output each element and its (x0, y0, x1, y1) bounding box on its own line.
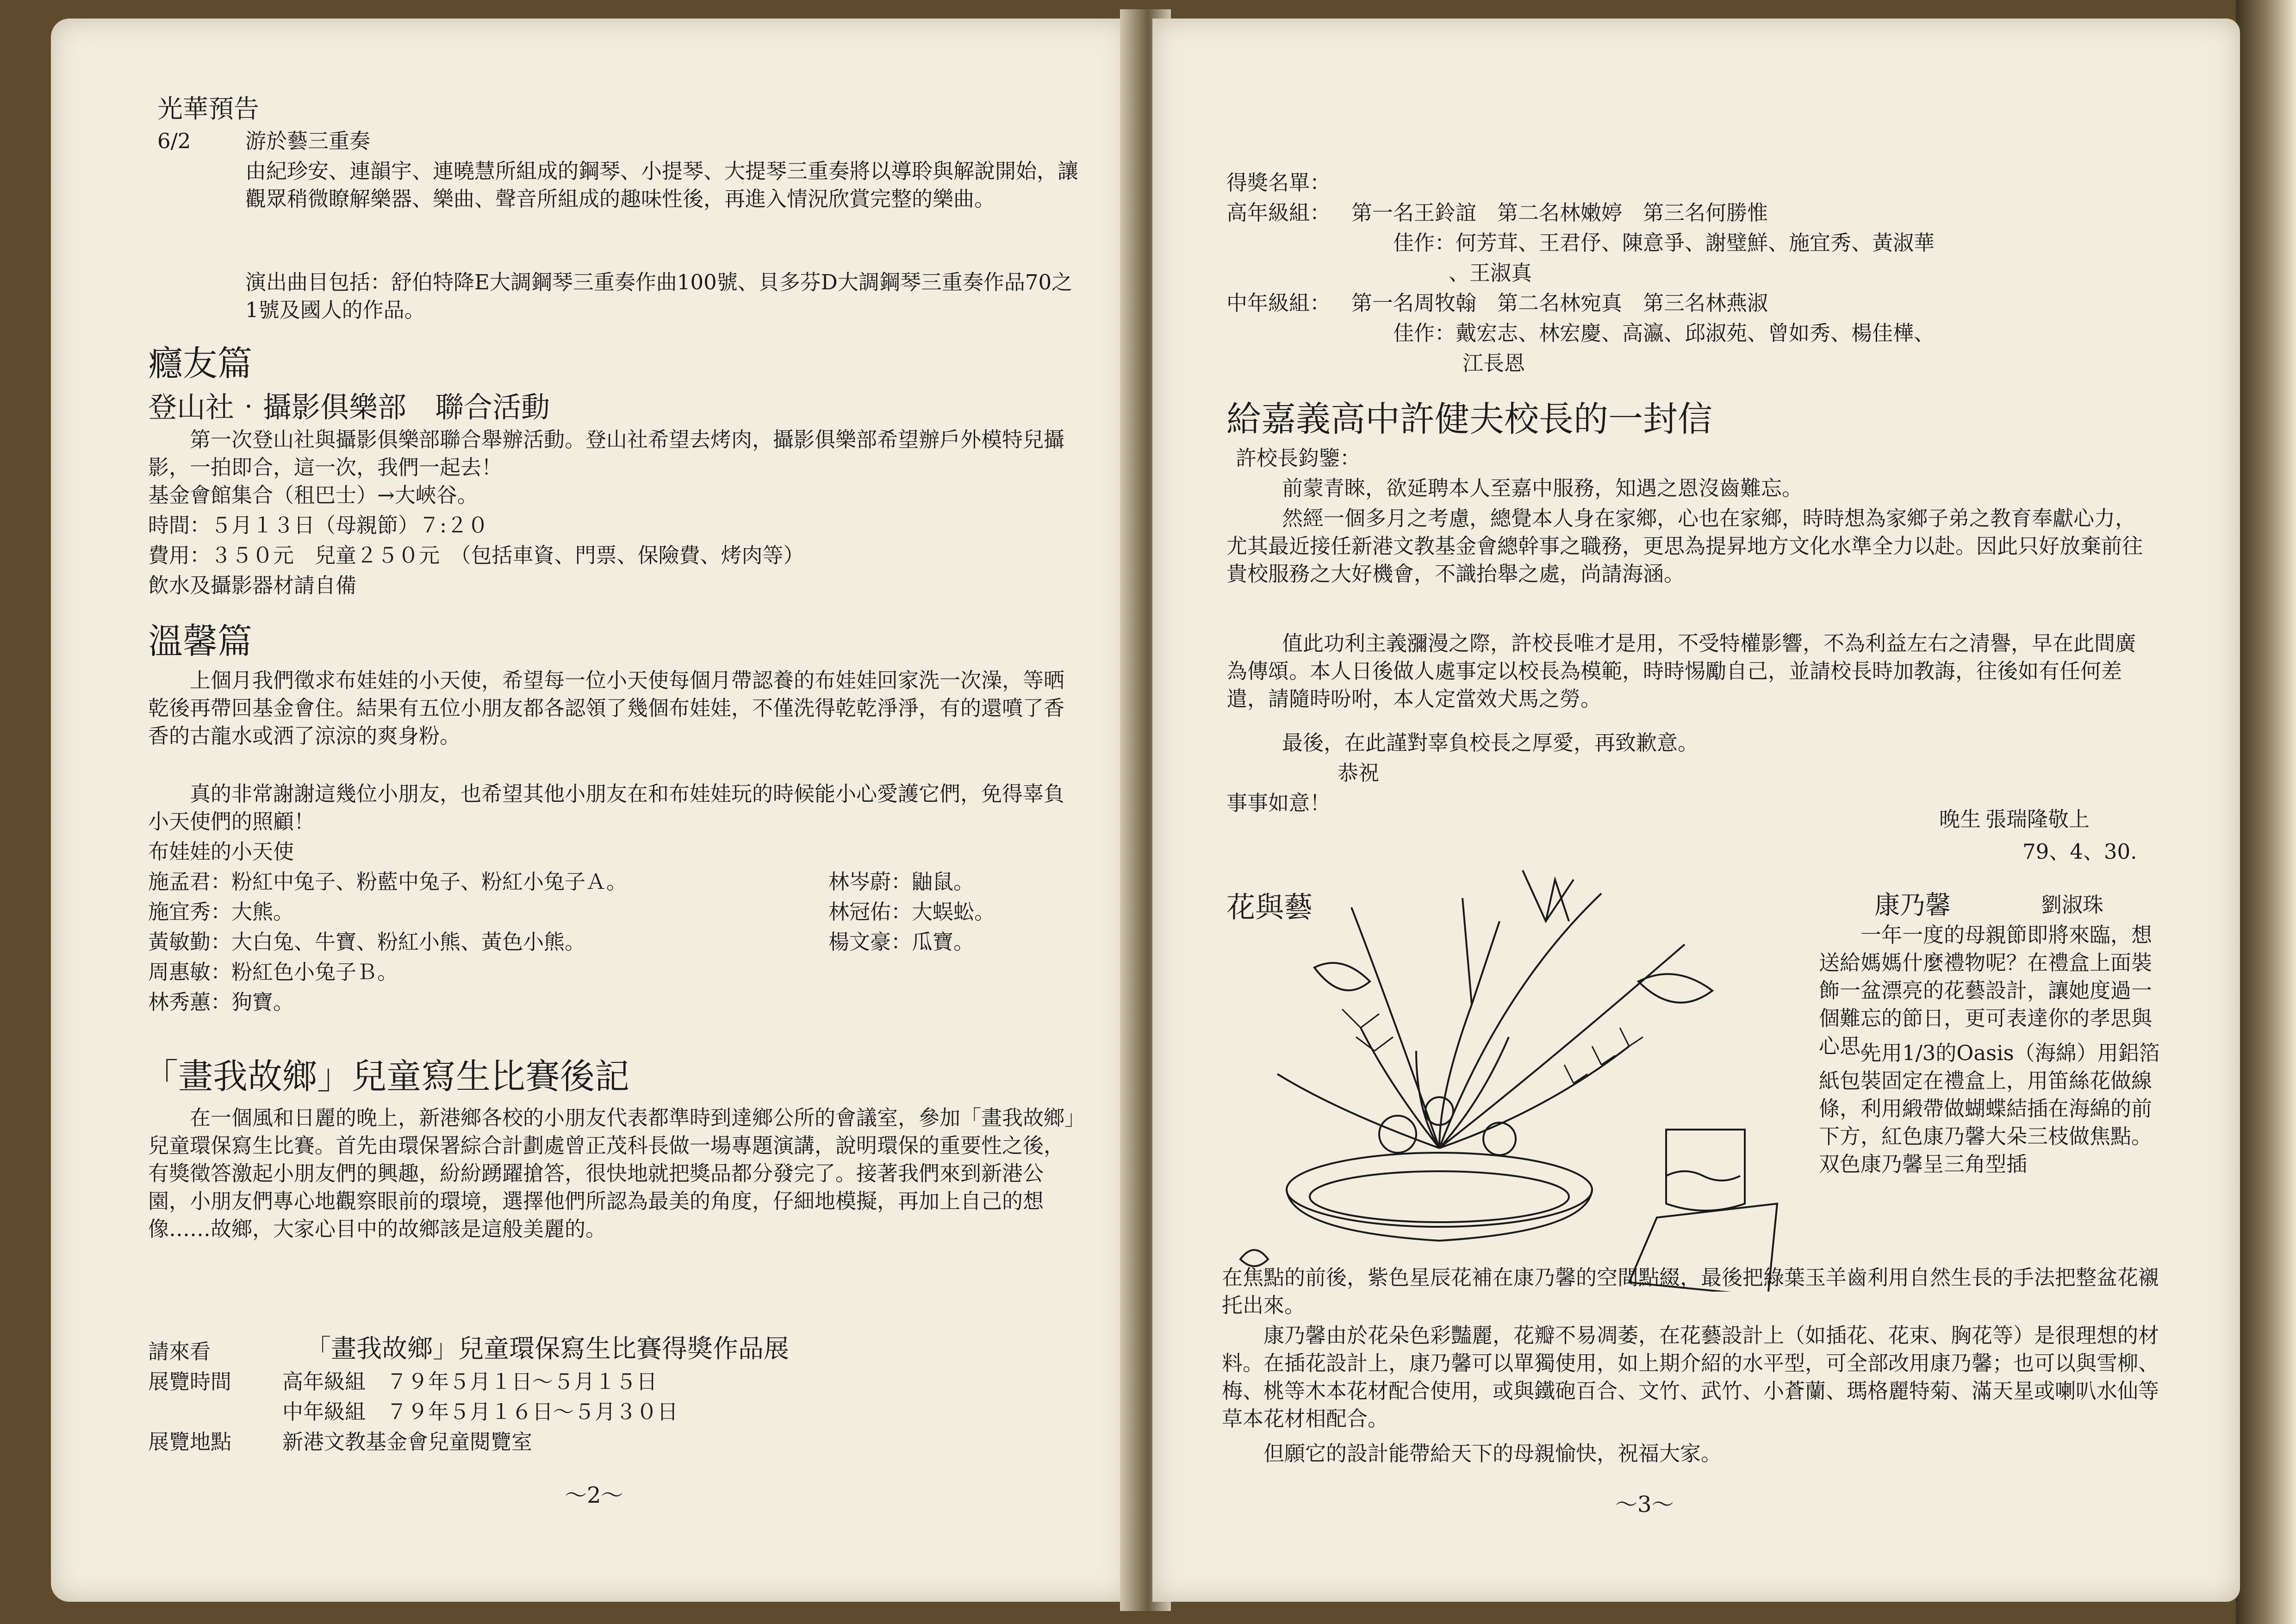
letter-salutation: 許校長鈞鑒： (1236, 446, 1361, 470)
flower-paragraph-3: 在焦點的前後，紫色星辰花補在康乃馨的空間點綴，最後把綠葉玉羊齒利用自然生長的手法把整盆花襯托出來。 (1222, 1265, 2159, 1318)
joint-event-title: 登山社‧攝影俱樂部 聯合活動 (148, 390, 550, 424)
friends-section-title: 癮友篇 (148, 343, 253, 384)
page-edge-stack (2236, 0, 2296, 1624)
flower-paragraph-5: 但願它的設計能帶給天下的母親愉快，祝福大家。 (1263, 1441, 1722, 1466)
exhibit-time-mid: 中年級組 ７９年５月１６日～５月３０日 (282, 1399, 678, 1424)
letter-paragraph-2: 然經一個多月之考慮，總覺本人身在家鄉，心也在家鄉，時時想為家鄉子弟之教育奉獻心力，尤其最近接任新港文教基金會總幹事之職務，更思為提昇地方文化水準全力以赴。因此只好放棄前往貴校服務之大好機會，不識抬舉之處，尚請海涵。 (1226, 506, 2143, 586)
letter-signature: 張瑞隆敬上 (1985, 807, 2090, 831)
letter-closing-1: 恭祝 (1338, 761, 1380, 785)
right-page (1152, 19, 2240, 1602)
letter-date: 79、4、30. (2022, 839, 2137, 864)
letter-title: 給嘉義高中許健夫校長的一封信 (1226, 399, 1713, 439)
left-page (51, 19, 1129, 1602)
concert-title: 游於藝三重奏 (245, 129, 371, 153)
angel-row: 黃敏勤：大白兔、牛寶、粉紅小熊、黃色小熊。 (148, 930, 586, 954)
concert-program: 演出曲目包括：舒伯特降E大調鋼琴三重奏作曲100號、貝多芬D大調鋼琴三重奏作品70之1號及國人的作品。 (245, 270, 1073, 322)
high-grade-merit: 佳作：何芳茸、王君伃、陳意爭、謝璧鮮、施宜秀、黃淑華 (1393, 231, 1935, 255)
letter-paragraph-3: 值此功利主義瀰漫之際，許校長唯才是用，不受特權影響，不為利益左右之清譽，早在此間廣為傳頌。本人日後做人處事定以校長為模範，時時惕勵自己，並請校長時加教誨，往後如有任何差遣，請隨時吩咐，本人定當效犬馬之勞。 (1226, 631, 2136, 711)
flower-paragraph-4: 康乃馨由於花朵色彩豔麗，花瓣不易凋萎，在花藝設計上（如插花、花束、胸花等）是很理想的材料。在插花設計上，康乃馨可以單獨使用，如上期介紹的水平型，可全部改用康乃馨；也可以與雪柳、梅、桃等木本花材配合使用，或與鐵砲百合、文竹、武竹、小蒼蘭、瑪格麗特菊、滿天星或喇叭水仙等草本花材相配合。 (1222, 1323, 2159, 1431)
flower-paragraph-1: 一年一度的母親節即將來臨，想送給媽媽什麼禮物呢？在禮盒上面裝飾一盆漂亮的花藝設計，讓她度過一個難忘的節日，更可表達你的孝思與心思。 (1819, 923, 2153, 1058)
contest-paragraph: 在一個風和日麗的晚上，新港鄉各校的小朋友代表都準時到達鄉公所的會議室，參加「畫我故鄉」兒童環保寫生比賽。首先由環保署綜合計劃處曾正茂科長做一場專題演講，說明環保的重要性之後，有獎徵答激起小朋友們的興趣，紛紛踴躍搶答，很快地就把獎品都分發完了。接著我們來到新港公園，小朋友們專心地觀察眼前的環境，選擇他們所認為最美的角度，仔細地模擬，再加上自己的想像……故鄉，大家心目中的故鄉該是這般美麗的。 (148, 1106, 1075, 1241)
exhibit-place-label: 展覽地點 (148, 1430, 232, 1454)
angel-row: 施孟君：粉紅中兔子、粉藍中兔子、粉紅小兔子Ａ。 (148, 869, 628, 894)
angel-row: 周惠敏：粉紅色小兔子Ｂ。 (148, 960, 398, 984)
joint-event-note: 飲水及攝影器材請自備 (148, 573, 357, 598)
preview-title: 光華預告 (157, 94, 260, 124)
joint-event-time: 時間：５月１３日（母親節）７:２０ (148, 513, 489, 537)
angel-row-right: 林岑蔚：鼬鼠。 (828, 869, 975, 894)
joint-event-route: 基金會館集合（租巴士）→大峽谷。 (148, 483, 478, 507)
warm-paragraph-1: 上個月我們徵求布娃娃的小天使，希望每一位小天使每個月帶認養的布娃娃回家洗一次澡，等晒乾後再帶回基金會住。結果有五位小朋友都各認領了幾個布娃娃，不僅洗得乾乾淨淨，有的還噴了香香的古龍水或洒了涼涼的爽身粉。 (148, 668, 1065, 748)
flower-article-author: 劉淑珠 (2041, 893, 2104, 917)
letter-paragraph-1: 前蒙青睞，欲延聘本人至嘉中服務，知遇之恩沒齒難忘。 (1282, 476, 1803, 500)
letter-closing-2: 事事如意！ (1226, 791, 1331, 815)
mid-grade-label: 中年級組： (1226, 291, 1331, 315)
warm-paragraph-2: 真的非常謝謝這幾位小朋友，也希望其他小朋友在和布娃娃玩的時候能小心愛護它們，免得辜負小天使們的照顧！ (148, 781, 1065, 834)
high-grade-winners: 第一名王鈴誼 第二名林嫩婷 第三名何勝惟 (1351, 200, 1768, 225)
awards-heading: 得獎名單： (1226, 170, 1331, 195)
exhibit-place: 新港文教基金會兒童閱覽室 (282, 1430, 533, 1454)
high-grade-label: 高年級組： (1226, 200, 1331, 225)
angel-row-right: 林冠佑：大蜈蚣。 (828, 899, 996, 924)
joint-event-fee: 費用：３５０元 兒童２５０元 （包括車資、門票、保險費、烤肉等） (148, 543, 804, 568)
concert-date: 6/2 (157, 129, 191, 153)
high-grade-merit-cont: 、王淑真 (1449, 261, 1532, 285)
mid-grade-merit-cont: 江長恩 (1462, 351, 1525, 375)
flower-article-title: 康乃馨 (1874, 890, 1951, 920)
letter-signature-prefix: 晚生 (1939, 807, 1981, 831)
mid-grade-winners: 第一名周牧翰 第二名林宛真 第三名林燕淑 (1351, 291, 1768, 315)
flower-section-title: 花與藝 (1226, 890, 1313, 924)
page-number-left: ～2～ (565, 1482, 623, 1508)
exhibit-time-high: 高年級組 ７９年５月１日～５月１５日 (282, 1369, 658, 1394)
exhibit-label: 請來看 (148, 1339, 211, 1364)
angel-row: 林秀蕙：狗寶。 (148, 990, 294, 1014)
page-number-right: ～3～ (1615, 1492, 1674, 1518)
letter-paragraph-4: 最後，在此謹對辜負校長之厚愛，再致歉意。 (1282, 731, 1699, 755)
angel-row: 施宜秀：大熊。 (148, 899, 294, 924)
mid-grade-merit: 佳作：戴宏志、林宏慶、高瀛、邱淑苑、曾如秀、楊佳樺、 (1393, 321, 1935, 345)
flower-paragraph-2: 先用1/3的Oasis（海綿）用鋁箔紙包裝固定在禮盒上，用笛絲花做線條，利用緞帶做蝴蝶結插在海綿的前下方，紅色康乃馨大朵三枝做焦點。双色康乃馨呈三角型插 (1819, 1041, 2160, 1176)
contest-title: 「畫我故鄉」兒童寫生比賽後記 (143, 1056, 630, 1097)
angels-heading: 布娃娃的小天使 (148, 839, 294, 864)
angel-row-right: 楊文豪：瓜寶。 (828, 930, 975, 954)
concert-description: 由紀珍安、連韻宇、連曉慧所組成的鋼琴、小提琴、大提琴三重奏將以導聆與解說開始，讓觀眾稍微瞭解樂器、樂曲、聲音所組成的趣味性後，再進入情況欣賞完整的樂曲。 (245, 159, 1079, 211)
joint-event-description: 第一次登山社與攝影俱樂部聯合舉辦活動。登山社希望去烤肉，攝影俱樂部希望辦戶外模特兒攝影，一拍即合，這一次，我們一起去！ (148, 427, 1065, 480)
exhibit-title: 「畫我故鄉」兒童環保寫生比賽得獎作品展 (305, 1334, 790, 1363)
exhibit-time-label: 展覽時間 (148, 1369, 232, 1394)
warm-section-title: 溫馨篇 (148, 621, 253, 662)
